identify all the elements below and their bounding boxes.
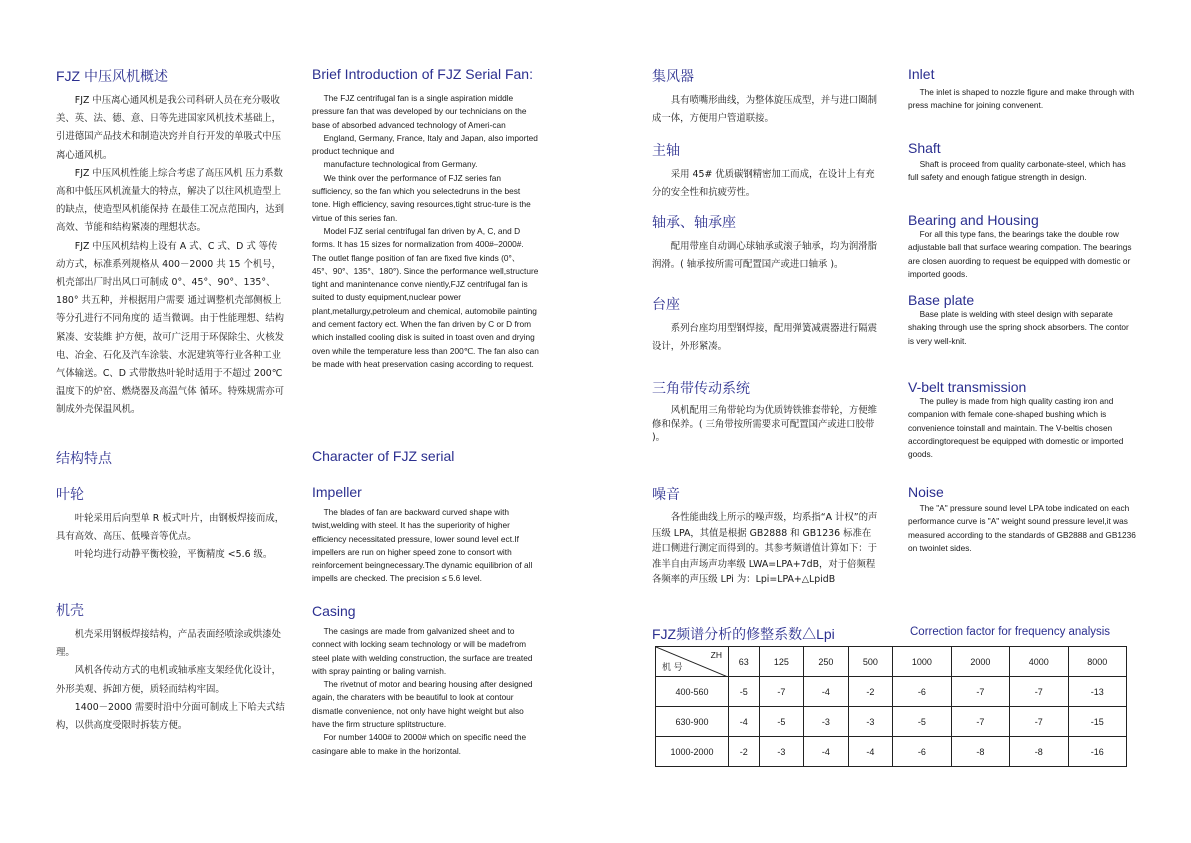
shaft-title-zh: 主轴 — [652, 142, 680, 158]
table-cell: -2 — [848, 677, 893, 707]
paragraph: 具有喷嘴形曲线，为整体旋压成型，并与进口圈制成一体，方便用户管道联接。 — [652, 95, 878, 125]
overview-title: FJZ 中压风机概述 — [56, 68, 168, 84]
paragraph: FJZ 中压风机结构上设有 A 式、C 式、D 式 等传动方式，标准系列规格从 400－2000 共 15 个机号，机壳部出厂时出风口可制成 0°、45°、90°、135°、180° 共五种，并根据用户需要 通过调整机壳部侧板上等分孔进行不同角度的 适当微调。由于性能理想、结构紧凑、安装維 护方便，故可广泛用于环保除尘、火核发电、冶金、石化及汽车涂装、水泥建筑等行业各种工业气体输送。C、D 式带散热叶轮时适用于不超过 200℃温度下的炉窑、燃烧器及高温气体 循环。特殊规需亦可制成外壳保温风机。 — [56, 240, 284, 416]
bearing-title-en: Bearing and Housing — [908, 212, 1039, 228]
paragraph: 1400－2000 需要时沿中分面可制成上下哈夫式结构，以供高度受限时拆装方便。 — [56, 701, 285, 732]
vbelt-title-zh: 三角带传动系统 — [652, 380, 750, 396]
paragraph: 机壳采用钢板焊接结构，产品表面经喷涂或烘漆处理。 — [56, 629, 282, 659]
table-cell: -15 — [1068, 707, 1127, 737]
impeller-title-zh: 叶轮 — [56, 486, 84, 502]
table-cell: -8 — [951, 737, 1009, 767]
table-cell: -5 — [759, 707, 804, 737]
table-row — [656, 707, 1127, 737]
noise-title-en: Noise — [908, 484, 944, 500]
impeller-title-en: Impeller — [312, 484, 362, 500]
table-cell: -4 — [804, 737, 849, 767]
paragraph: For number 1400# to 2000# which on specific need the casingare able to make in the horizontal. — [312, 732, 527, 756]
paragraph: FJZ 中压离心通风机是我公司科研人员在充分吸收美、英、法、德、意、日等先进国家风机技术基础上，引进德国产品技术和制造决窍并自行开发的单吸式中压离心通风机。 — [56, 95, 282, 161]
overview-body — [56, 92, 286, 420]
paragraph: 风机各传动方式的电机或轴承座支架经优化设计，外形美观、拆卸方便，质轻而结构牢固。 — [56, 665, 282, 695]
freq-header: 500 — [848, 647, 893, 677]
table-cell: -6 — [893, 737, 951, 767]
paragraph: 叶轮均进行动静平衡校验，平衡精度 <5.6 级。 — [74, 549, 273, 561]
table-cell: -7 — [951, 707, 1009, 737]
table-cell: -5 — [729, 677, 760, 707]
paragraph: The inlet is shaped to nozzle figure and make through with press machine for joining convenent. — [908, 87, 1135, 111]
table-cell: -2 — [729, 737, 760, 767]
column-4 — [908, 66, 1136, 606]
paragraph: We think over the performance of FJZ series fan sufficiency, so the fan which you selectedruns in the best tone. High efficiency, saving resources,tight struc-ture is the virtue of this series fan. — [312, 172, 531, 223]
table-cell: -7 — [759, 677, 804, 707]
paragraph: Base plate is welding with steel design with separate shaking through use the spring shock absorbers. The contor is very well-knit. — [908, 309, 1129, 346]
freq-header: 125 — [759, 647, 804, 677]
table-cell: -4 — [804, 677, 849, 707]
paragraph: FJZ 中压风机性能上综合考虑了高压风机 压力系数高和中低压风机流量大的特点，解决了以往风机造型上的缺点，使造型风机能保持 在最佳工况点范围内，达到高效、节能和结构紧凑的理想状态。 — [56, 167, 284, 234]
table-row — [656, 677, 1127, 707]
base-title-en: Base plate — [908, 292, 975, 308]
table-cell: -3 — [804, 707, 849, 737]
table-cell: -5 — [893, 707, 951, 737]
paragraph: 风机配用三角带轮均为优质铸铁锥套带轮，方便维修和保养。( 三角带按所需要求可配置国产或进口胶带 )。 — [652, 405, 878, 443]
column-1 — [56, 66, 286, 766]
structure-title: 结构特点 — [56, 450, 112, 466]
paragraph: 配用带座自动调心球轴承或滚子轴承，均为润滑脂润滑。( 轴承按所需可配置国产或进口轴承 )。 — [652, 241, 878, 271]
table-cell: -4 — [848, 737, 893, 767]
bearing-title-zh: 轴承、轴承座 — [652, 214, 736, 230]
casing-title-zh: 机壳 — [56, 602, 84, 618]
freq-header: 8000 — [1068, 647, 1127, 677]
paragraph: 采用 45# 优质碳钢精密加工而成，在设计上有充分的安全性和抗疲劳性。 — [652, 169, 875, 199]
noise-title-zh: 噪音 — [652, 486, 680, 502]
shaft-title-en: Shaft — [908, 140, 941, 156]
inlet-title-zh: 集风器 — [652, 68, 694, 84]
correction-title-en: Correction factor for frequency analysis — [910, 626, 1111, 638]
paragraph: For all this type fans, the bearings take the double row adjustable ball that surface wearing compation. The bearings are closen auording to request be equipped with domestic or imported goods. — [908, 229, 1132, 279]
paragraph: England, Germany, France, Italy and Japan, also imported product technique and — [312, 132, 538, 157]
paragraph: The blades of fan are backward curved shape with twist,welding with steel. It has the superiority of higher efficiency necessitated pressure, lower sound level ect.If impellers are run on higher speed zone to consort with reinforcement beingnecessary.The dynamic equilibrion of all impells are checked. The precision ≤ 5.6 level. — [312, 507, 533, 584]
table-cell: -4 — [729, 707, 760, 737]
paragraph: manufacture technological from Germany. — [323, 159, 478, 170]
table-corner-cell — [656, 647, 729, 677]
table-row — [656, 647, 1127, 677]
freq-header: 1000 — [893, 647, 951, 677]
freq-header: 2000 — [951, 647, 1009, 677]
freq-header: 4000 — [1010, 647, 1068, 677]
table-cell: -7 — [1010, 707, 1068, 737]
paragraph: 各性能曲线上所示的噪声级，均系指“A 计权”的声压级 LPA，其值是根据 GB2888 和 GB1236 标准在进口侧进行测定而得到的。其参考频谱值计算如下：于准半自由声场声功率级 LWA=LPA+7dB，对于倍频程各频率的声压级 LPi 为：Lpi=LPA+△LpidB — [652, 512, 878, 585]
table-cell: -6 — [893, 677, 951, 707]
table-cell: -3 — [759, 737, 804, 767]
base-title-zh: 台座 — [652, 296, 680, 312]
paragraph: The "A" pressure sound level LPA tobe indicated on each performance curve is "A" weight sound pressure level,it was measured according to the standards of GB2888 and GB1236 on twoinlet sides. — [908, 503, 1136, 553]
column-2 — [312, 66, 539, 766]
corner-top-label: ZH — [710, 650, 722, 660]
vbelt-title-en: V-belt transmission — [908, 379, 1027, 395]
paragraph: 叶轮采用后向型单 R 板式叶片，由钢板焊接而成，具有高效、高压、低噪音等优点。 — [56, 513, 285, 543]
paragraph: The casings are made from galvanized sheet and to connect with locking seam technology or will be madefrom steel plate with welding construction, the surface are treated with spray painting or baling varnish. — [312, 626, 533, 676]
paragraph: 系列台座均用型钢焊接，配用弹簧减震器进行隔震设计，外形紧凑。 — [652, 323, 878, 353]
row-label: 400-560 — [656, 677, 729, 707]
inlet-title-en: Inlet — [908, 66, 935, 82]
paragraph: Model FJZ serial centrifugal fan driven by A, C, and D forms. It has 15 sizes for normalization from 400#–2000#. The outlet flange position of fan are fixed five kinds (0°、45°、90°、135°、180°). Since the performance well,structure tight and manintenance conve niently,FJZ centrifugal fan is suited to dusty equipment,nuclear power plant,metallurgy,petroleum and chemical, automobile painting and cement factory ect. When the fan driven by C or D from which installed cooling disk is suited in toast oven and drying oven while the temperature less than 200℃. The fan also can be made with heat preservation casing according to request. — [312, 225, 539, 369]
freq-header: 250 — [804, 647, 849, 677]
table-cell: -8 — [1010, 737, 1068, 767]
correction-title-zh: FJZ频谱分析的修整系数△Lpi — [652, 626, 835, 642]
table-cell: -13 — [1068, 677, 1127, 707]
table-row — [656, 737, 1127, 767]
correction-table — [655, 646, 1127, 767]
intro-title: Brief Introduction of FJZ Serial Fan: — [312, 66, 533, 82]
paragraph: The FJZ centrifugal fan is a single aspiration middle pressure fan that was developed by our technicians on the base of absorbed advanced technology of Ameri-can — [312, 93, 527, 130]
row-label: 1000-2000 — [656, 737, 729, 767]
table-cell: -7 — [951, 677, 1009, 707]
paragraph: Shaft is proceed from quality carbonate-steel, which has full safety and enough fatigue strength in design. — [908, 159, 1126, 183]
table-cell: -7 — [1010, 677, 1068, 707]
table-cell: -3 — [848, 707, 893, 737]
paragraph: The pulley is made from high quality casting iron and companion with female cone-shaped bushing which is convenience toinstall and maintain. The V-beltis chosen accordingtorequest be equipped with domestic or imported goods. — [908, 396, 1124, 460]
row-label: 630-900 — [656, 707, 729, 737]
casing-title-en: Casing — [312, 603, 356, 619]
table-cell: -16 — [1068, 737, 1127, 767]
freq-header: 63 — [729, 647, 760, 677]
column-3 — [652, 66, 880, 606]
character-title: Character of FJZ serial — [312, 448, 455, 464]
paragraph: The rivetnut of motor and bearing housing after designed again, the charaters with be beautiful to look at contour dismatle convenience, not only have hight weight but also have the firm structure splitstructure. — [312, 679, 533, 730]
corner-bottom-label: 机 号 — [662, 662, 683, 672]
